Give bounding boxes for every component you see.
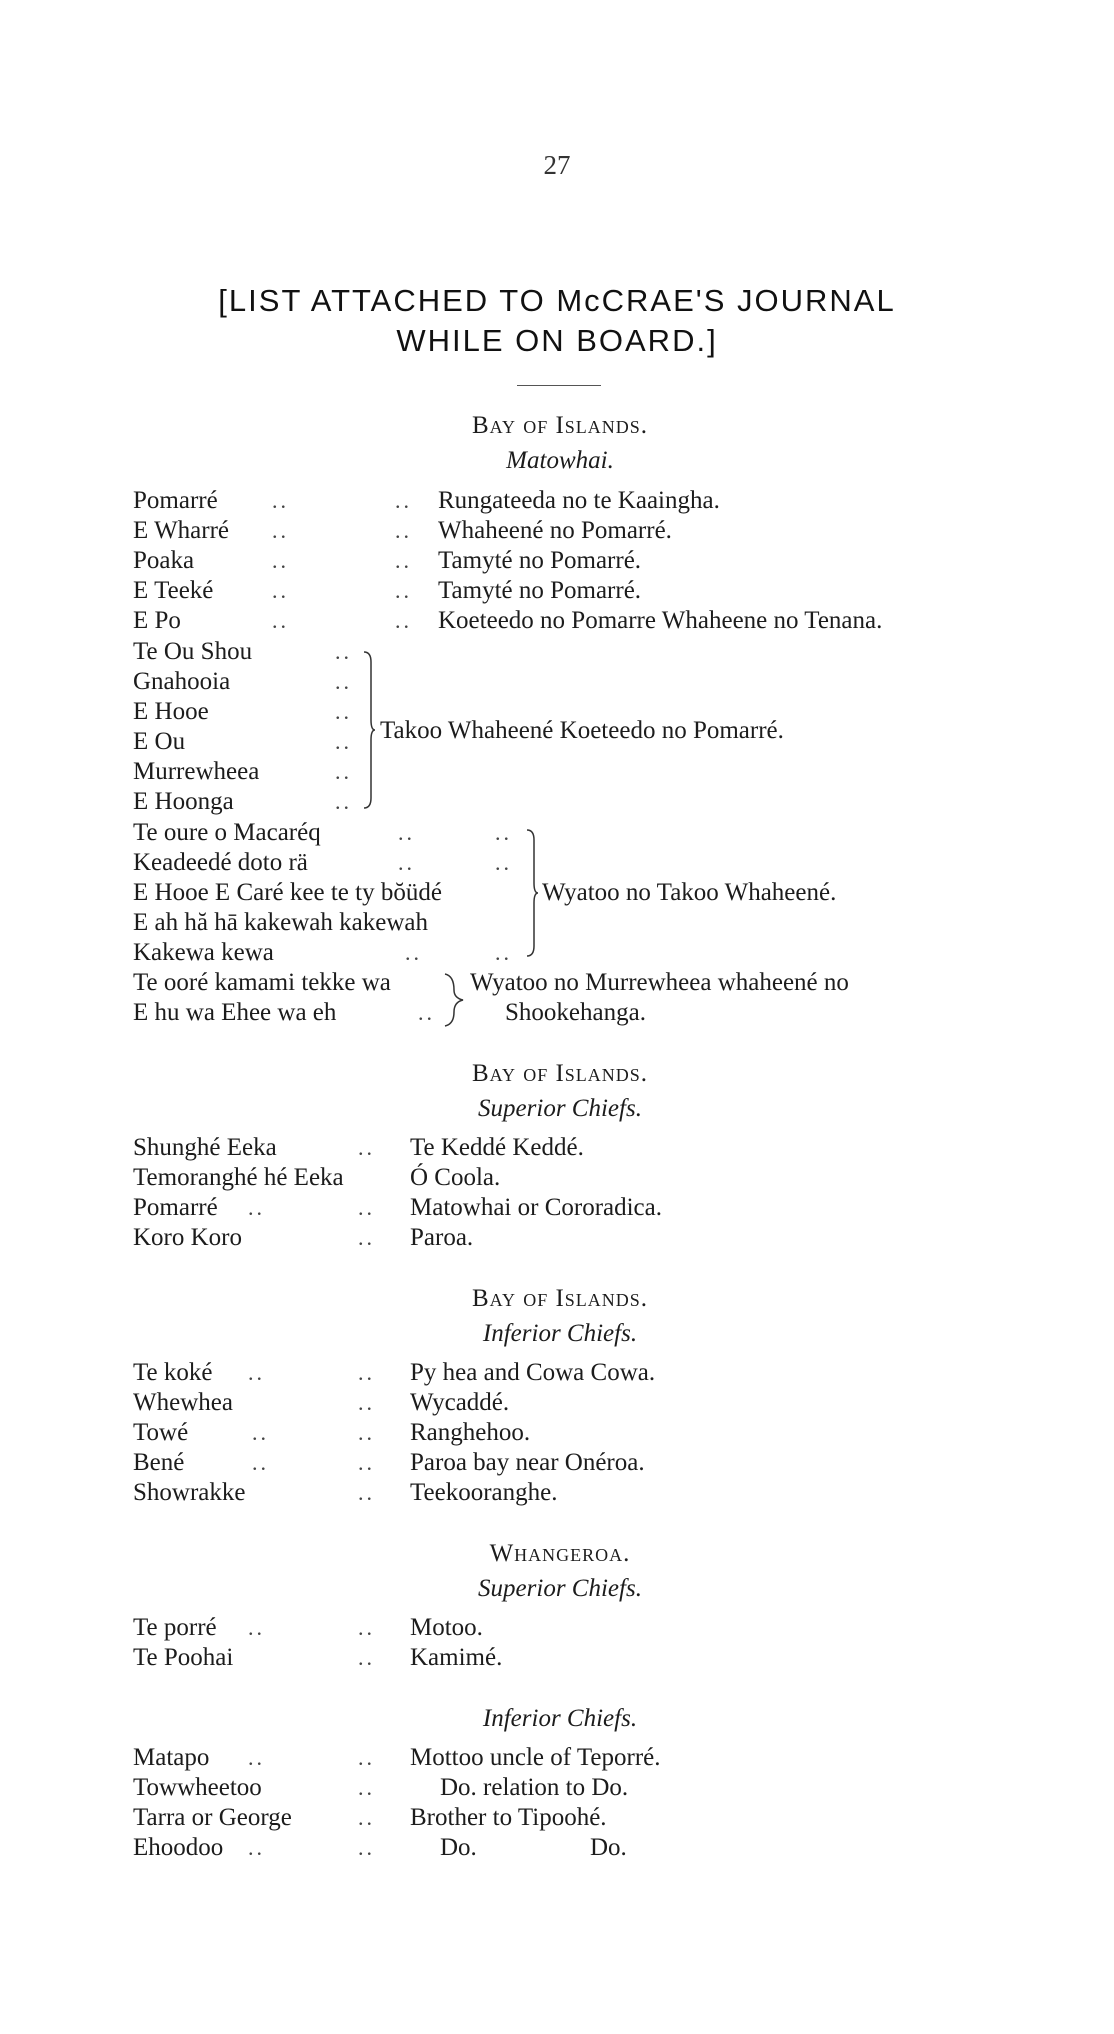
section-heading: Bay of Islands. <box>471 1060 649 1087</box>
list-item-desc: Do. <box>440 1834 477 1861</box>
leader-dots: .. <box>358 1835 375 1860</box>
list-item-desc: Do. <box>590 1834 627 1861</box>
leader-dots: .. <box>405 940 422 965</box>
group-desc: Wyatoo no Murrewheea whaheené no <box>470 969 849 996</box>
list-item-desc: Tamyté no Pomarré. <box>438 547 642 574</box>
leader-dots: .. <box>272 488 289 513</box>
list-item-name: Koro Koro <box>133 1224 243 1251</box>
list-item-desc: Brother to Tipoohé. <box>410 1804 607 1831</box>
group-desc: Takoo Whaheené Koeteedo no Pomarré. <box>380 717 784 744</box>
leader-dots: .. <box>272 548 289 573</box>
leader-dots: .. <box>398 820 415 845</box>
list-item-name: Showrakke <box>133 1479 246 1506</box>
leader-dots: .. <box>335 729 352 754</box>
list-item-desc: Kamimé. <box>410 1644 503 1671</box>
leader-dots: .. <box>272 518 289 543</box>
leader-dots: .. <box>398 850 415 875</box>
list-item-desc: Motoo. <box>410 1614 483 1641</box>
list-item-name: E ah hă hā kakewah kakewah <box>133 909 428 936</box>
section-heading: Whangeroa. <box>489 1540 631 1567</box>
subsection-heading: Inferior Chiefs. <box>482 1320 638 1347</box>
list-item-desc: Rungateeda no te Kaaingha. <box>438 487 720 514</box>
list-item-name: Poaka <box>133 547 195 574</box>
brace-icon <box>362 650 376 810</box>
leader-dots: .. <box>335 639 352 664</box>
list-item-name: E Wharré <box>133 517 230 544</box>
list-item-name: Te ooré kamami tekke wa <box>133 969 391 996</box>
list-item-name: Te oure o Macaréq <box>133 819 321 846</box>
leader-dots: .. <box>248 1615 265 1640</box>
leader-dots: .. <box>248 1195 265 1220</box>
leader-dots: .. <box>358 1390 375 1415</box>
subsection-heading: Matowhai. <box>506 447 614 474</box>
list-item-name: E Po <box>133 607 181 634</box>
leader-dots: .. <box>335 759 352 784</box>
brace-icon <box>525 828 539 958</box>
group-desc: Wyatoo no Takoo Whaheené. <box>542 879 837 906</box>
leader-dots: .. <box>358 1745 375 1770</box>
list-item-name: Te Ou Shou <box>133 638 253 665</box>
list-item-name: Whewhea <box>133 1389 233 1416</box>
list-item-name: Shunghé Eeka <box>133 1134 277 1161</box>
list-item-name: Te koké <box>133 1359 213 1386</box>
group-desc: Shookehanga. <box>505 999 646 1026</box>
leader-dots: .. <box>252 1450 269 1475</box>
list-item-name: E Teeké <box>133 577 214 604</box>
leader-dots: .. <box>272 608 289 633</box>
list-item-name: Tarra or George <box>133 1804 292 1831</box>
list-item-desc: Koeteedo no Pomarre Whaheene no Tenana. <box>438 607 883 634</box>
list-item-desc: Paroa. <box>410 1224 474 1251</box>
list-item-name: Towé <box>133 1419 189 1446</box>
leader-dots: .. <box>358 1480 375 1505</box>
leader-dots: .. <box>248 1835 265 1860</box>
list-item-desc: Wycaddé. <box>410 1389 510 1416</box>
heading-line-2: WHILE ON BOARD.] <box>396 323 718 358</box>
leader-dots: .. <box>252 1420 269 1445</box>
leader-dots: .. <box>272 578 289 603</box>
list-item-name: E Hooe <box>133 698 209 725</box>
list-item-desc: Whaheené no Pomarré. <box>438 517 672 544</box>
leader-dots: .. <box>335 669 352 694</box>
leader-dots: .. <box>418 1000 435 1025</box>
leader-dots: .. <box>495 850 512 875</box>
list-item-name: E Hooe E Caré kee te ty bŏüdé <box>133 879 442 906</box>
list-item-desc: Do. relation to Do. <box>440 1774 629 1801</box>
list-item-name: E hu wa Ehee wa eh <box>133 999 337 1026</box>
list-item-name: Keadeedé doto rä <box>133 849 308 876</box>
leader-dots: .. <box>358 1775 375 1800</box>
list-item-name: Pomarré <box>133 487 218 514</box>
list-item-desc: Py hea and Cowa Cowa. <box>410 1359 656 1386</box>
leader-dots: .. <box>495 820 512 845</box>
list-item-desc: Matowhai or Cororadica. <box>410 1194 663 1221</box>
list-item-name: Gnahooia <box>133 668 231 695</box>
leader-dots: .. <box>358 1420 375 1445</box>
list-item-desc: Teekooranghe. <box>410 1479 558 1506</box>
list-item-name: Murrewheea <box>133 758 260 785</box>
divider-rule <box>517 385 601 386</box>
leader-dots: .. <box>495 940 512 965</box>
list-item-desc: Paroa bay near Onéroa. <box>410 1449 645 1476</box>
leader-dots: .. <box>358 1450 375 1475</box>
list-item-name: Temoranghé hé Eeka <box>133 1164 344 1191</box>
leader-dots: .. <box>395 578 412 603</box>
list-item-name: Pomarré <box>133 1194 218 1221</box>
list-item-name: Bené <box>133 1449 185 1476</box>
list-item-desc: Te Keddé Keddé. <box>410 1134 584 1161</box>
list-item-name: E Hoonga <box>133 788 234 815</box>
leader-dots: .. <box>358 1615 375 1640</box>
section-heading: Bay of Islands. <box>471 1285 649 1312</box>
leader-dots: .. <box>335 699 352 724</box>
leader-dots: .. <box>358 1195 375 1220</box>
leader-dots: .. <box>358 1225 375 1250</box>
leader-dots: .. <box>335 789 352 814</box>
leader-dots: .. <box>358 1645 375 1670</box>
leader-dots: .. <box>358 1805 375 1830</box>
brace-icon <box>443 972 465 1028</box>
list-item-desc: Ó Coola. <box>410 1164 501 1191</box>
leader-dots: .. <box>395 518 412 543</box>
list-item-name: Towwheetoo <box>133 1774 262 1801</box>
subsection-heading: Inferior Chiefs. <box>482 1705 638 1732</box>
list-item-name: Ehoodoo <box>133 1834 224 1861</box>
subsection-heading: Superior Chiefs. <box>478 1095 642 1122</box>
subsection-heading: Superior Chiefs. <box>478 1575 642 1602</box>
list-item-name: Te porré <box>133 1614 217 1641</box>
leader-dots: .. <box>248 1360 265 1385</box>
leader-dots: .. <box>248 1745 265 1770</box>
list-item-desc: Mottoo uncle of Teporré. <box>410 1744 661 1771</box>
leader-dots: .. <box>395 488 412 513</box>
leader-dots: .. <box>358 1360 375 1385</box>
list-item-name: Kakewa kewa <box>133 939 274 966</box>
list-item-desc: Tamyté no Pomarré. <box>438 577 642 604</box>
list-item-desc: Ranghehoo. <box>410 1419 531 1446</box>
section-heading: Bay of Islands. <box>471 412 649 439</box>
list-item-name: Te Poohai <box>133 1644 234 1671</box>
leader-dots: .. <box>358 1135 375 1160</box>
heading-line-1: [LIST ATTACHED TO McCRAE'S JOURNAL <box>218 283 896 318</box>
list-item-name: Matapo <box>133 1744 210 1771</box>
leader-dots: .. <box>395 608 412 633</box>
page-number: 27 <box>543 150 571 180</box>
leader-dots: .. <box>395 548 412 573</box>
list-item-name: E Ou <box>133 728 186 755</box>
